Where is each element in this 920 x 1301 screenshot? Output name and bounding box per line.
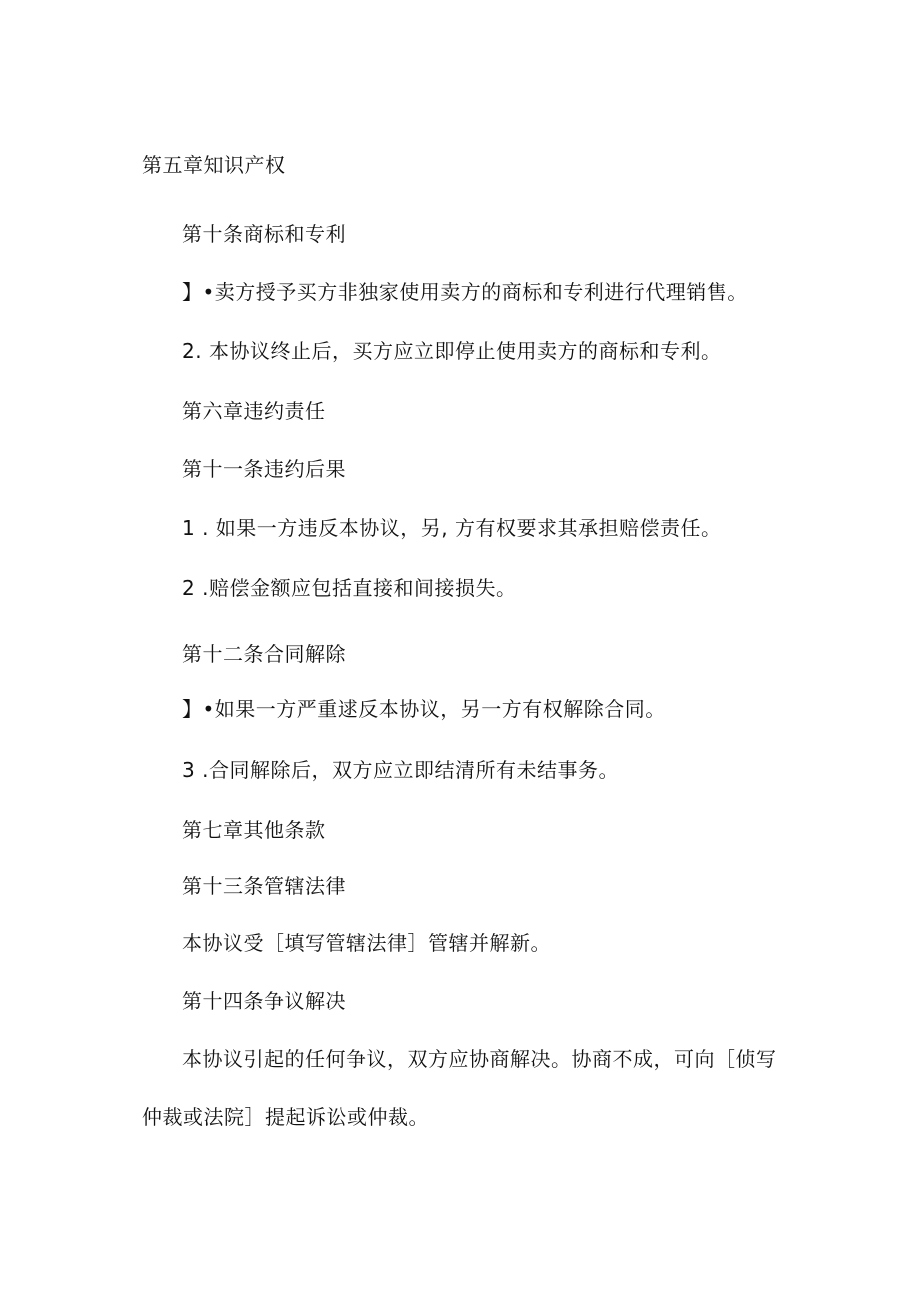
article-14-title: 第十四条争议解决 [182,989,346,1013]
article-12-title: 第十二条合同解除 [182,642,346,666]
article-13-body: 本协议受［填写管辖法律］管辖并解新。 [182,931,551,955]
article-10-title: 第十条商标和专利 [182,222,346,246]
article-13-title: 第十三条管辖法律 [182,874,346,898]
article-11-item-1: 1 . 如果一方违反本协议，另, 方有权要求其承担赔偿责任。 [182,516,722,540]
chapter-7-title: 第七章其他条款 [182,818,326,842]
article-12-item-1: 】•如果一方严重逑反本协议，另一方有权解除合同。 [182,697,666,721]
article-10-item-2: 2. 本协议终止后，买方应立即停止使用卖方的商标和专利。 [182,339,722,363]
article-11-item-2: 2 .赔偿金额应包括直接和间接损失。 [182,576,517,600]
article-11-title: 第十一条违约后果 [182,457,346,481]
article-14-body: 本协议引起的任何争议，双方应协商解决。协商不成，可向［侦写仲裁或法院］提起诉讼或仲裁。 [142,1047,777,1129]
chapter-6-title: 第六章违约责任 [182,399,326,423]
chapter-5-title: 第五章知识产权 [142,153,286,177]
article-12-item-2: 3 .合同解除后，双方应立即结清所有未结事务。 [182,758,619,782]
article-10-item-1: 】•卖方授予买方非独家使用卖方的商标和专利进行代理销售。 [182,280,748,304]
